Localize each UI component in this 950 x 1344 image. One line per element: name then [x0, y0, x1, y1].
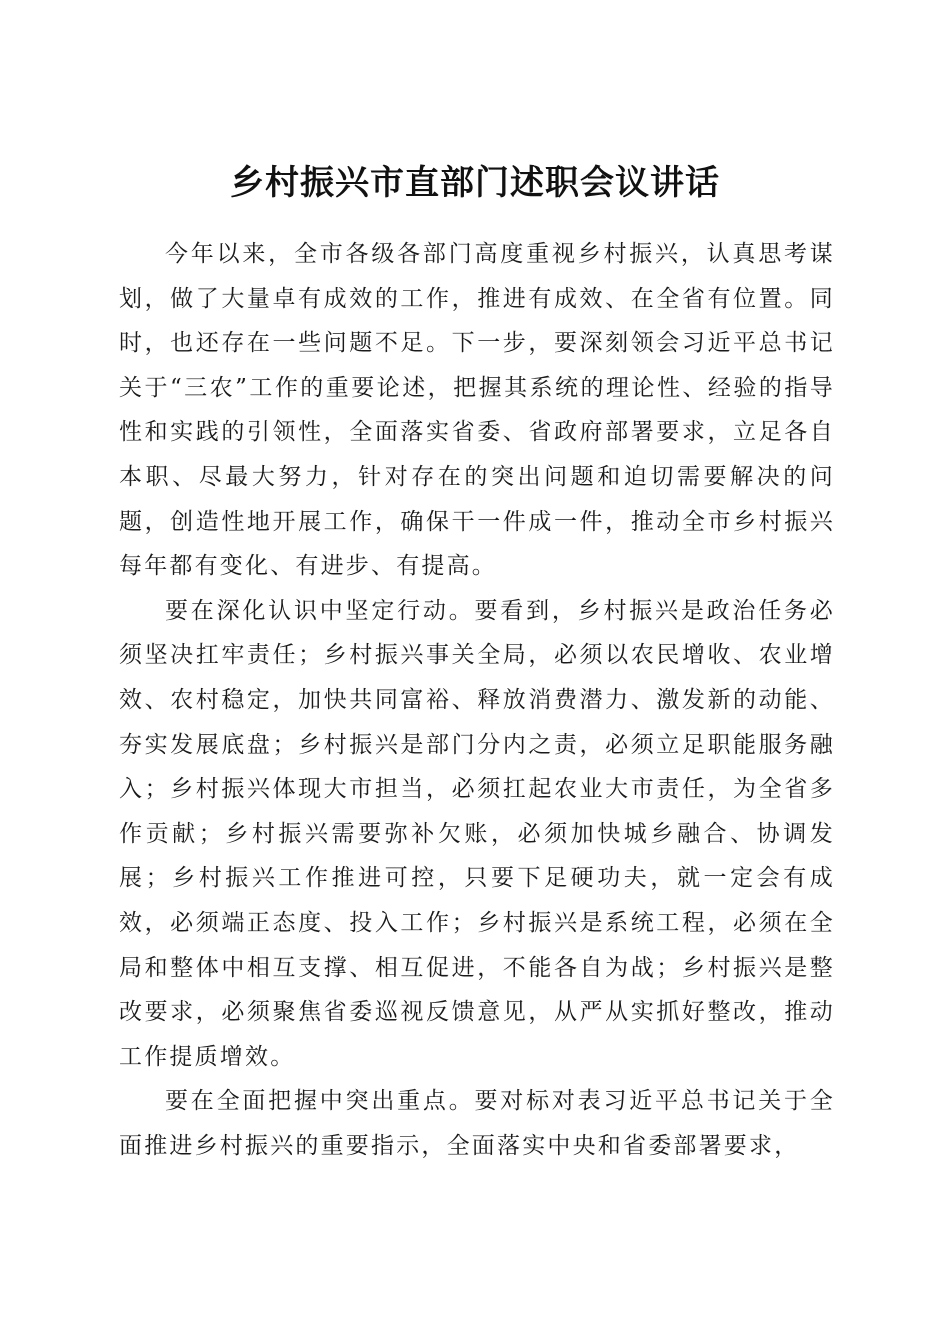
paragraph: 今年以来，全市各级各部门高度重视乡村振兴，认真思考谋划，做了大量卓有成效的工作，推进有成效、在全省有位置。同时，也还存在一些问题不足。下一步，要深刻领会习近平总书记关于“三农”工作的重要论述，把握其系统的理论性、经验的指导性和实践的引领性，全面落实省委、省政府部署要求，立足各自本职、尽最大努力，针对存在的突出问题和迫切需要解决的问题，创造性地开展工作，确保干一件成一件，推动全市乡村振兴每年都有变化、有进步、有提高。 — [119, 241, 835, 580]
document-body — [119, 232, 835, 1168]
paragraph: 要在深化认识中坚定行动。要看到，乡村振兴是政治任务必须坚决扛牢责任；乡村振兴事关全局，必须以农民增收、农业增效、农村稳定，加快共同富裕、释放消费潜力、激发新的动能、夯实发展底盘；乡村振兴是部门分内之责，必须立足职能服务融入；乡村振兴体现大市担当，必须扛起农业大市责任，为全省多作贡献；乡村振兴需要弥补欠账，必须加快城乡融合、协调发展；乡村振兴工作推进可控，只要下足硬功夫，就一定会有成效，必须端正态度、投入工作；乡村振兴是系统工程，必须在全局和整体中相互支撑、相互促进，不能各自为战；乡村振兴是整改要求，必须聚焦省委巡视反馈意见，从严从实抓好整改，推动工作提质增效。 — [119, 597, 835, 1070]
paragraph: 要在全面把握中突出重点。要对标对表习近平总书记关于全面推进乡村振兴的重要指示，全面落实中央和省委部署要求， — [119, 1088, 835, 1159]
document-title: 乡村振兴市直部门述职会议讲话 — [230, 162, 720, 203]
